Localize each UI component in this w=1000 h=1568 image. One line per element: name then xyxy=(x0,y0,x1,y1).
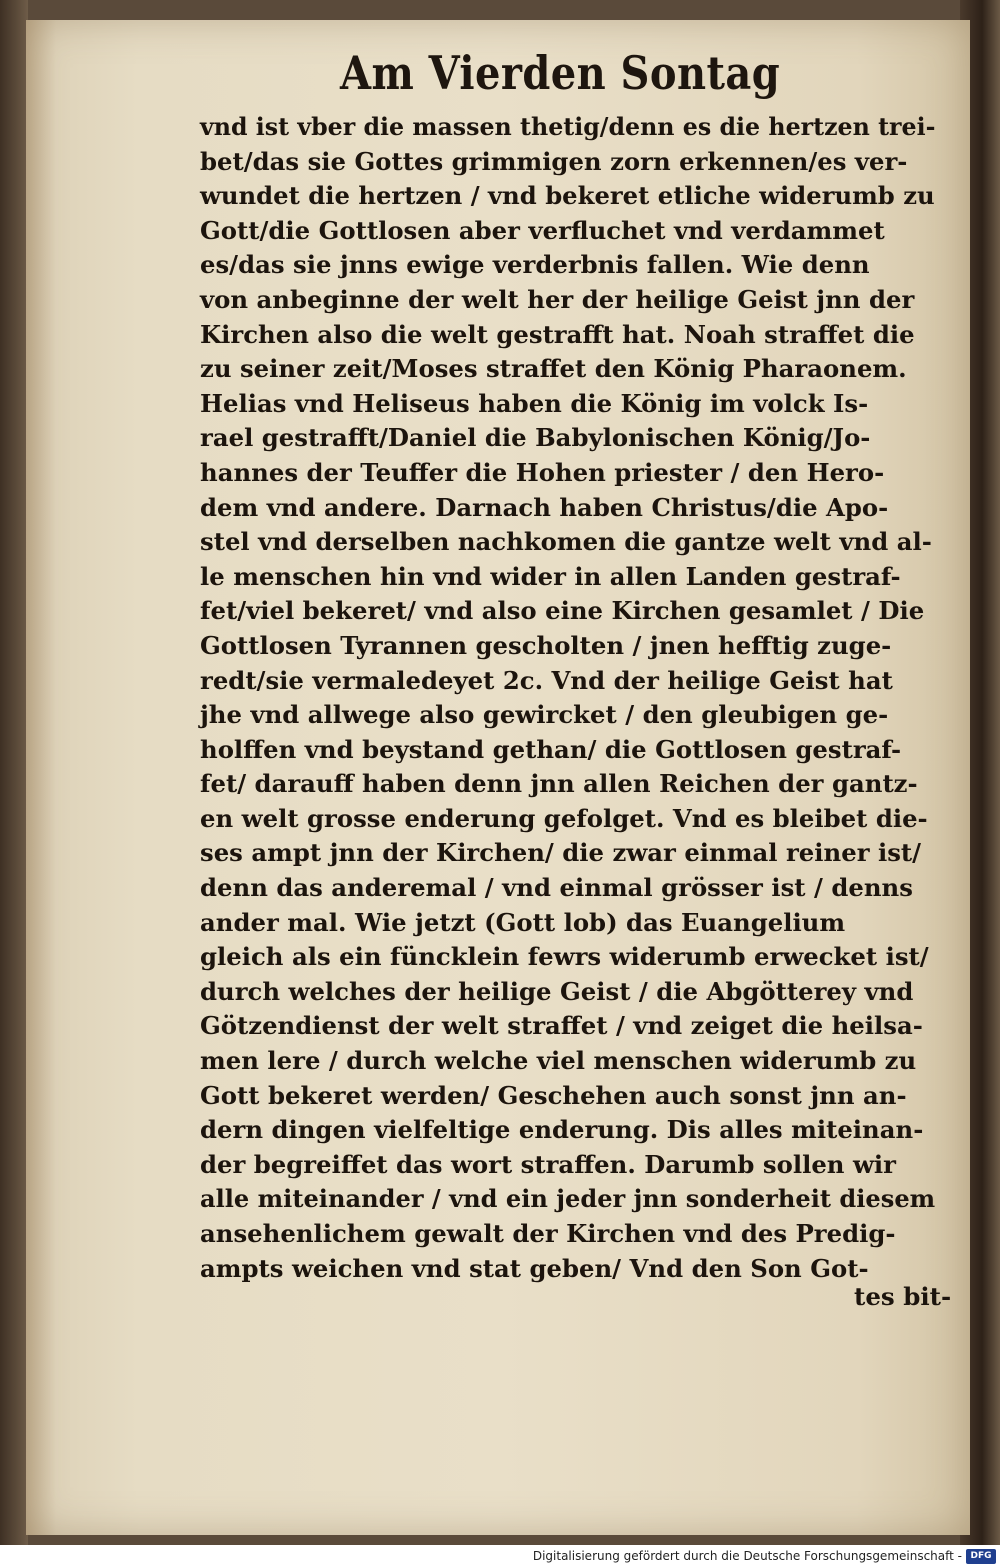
page-stain xyxy=(26,20,56,1535)
dfg-logo-icon: DFG xyxy=(966,1549,996,1564)
text-line: ampts weichen vnd stat geben/ Vnd den Son Got- xyxy=(200,1253,869,1283)
text-line: Gott/die Gottlosen aber verfluchet vnd verdammet xyxy=(200,215,885,245)
text-line: vnd ist vber die massen thetig/denn es die hertzen trei- xyxy=(200,112,936,141)
text-line: redt/sie vermaledeyet 2c. Vnd der heilige Geist hat xyxy=(200,665,893,695)
text-line: der begreiffet das wort straffen. Darumb sollen wir xyxy=(200,1149,896,1179)
text-line: Gottlosen Tyrannen gescholten / jnen hefftig zuge- xyxy=(200,630,892,660)
funding-credit: Digitalisierung gefördert durch die Deutsche Forschungsgemeinschaft - xyxy=(532,1549,962,1563)
text-line: fet/ darauff haben denn jnn allen Reichen der gantz- xyxy=(200,769,918,799)
footer-bar xyxy=(0,1545,1000,1568)
running-head: Am Vierden Sontag xyxy=(340,46,781,100)
text-line: ander mal. Wie jetzt (Gott lob) das Euangelium xyxy=(200,907,846,937)
text-line: gleich als ein füncklein fewrs widerumb erwecket ist/ xyxy=(200,942,929,972)
text-line: Götzendienst der welt straffet / vnd zeiget die heilsa- xyxy=(200,1011,923,1041)
text-line: Helias vnd Heliseus haben die König im volck Is- xyxy=(200,388,869,418)
text-line: durch welches der heilige Geist / die Abgötterey vnd xyxy=(200,976,914,1006)
text-line: dem vnd andere. Darnach haben Christus/die Apo- xyxy=(200,492,889,522)
body-text xyxy=(200,110,940,1286)
text-line: wundet die hertzen / vnd bekeret etliche widerumb zu xyxy=(200,181,935,211)
text-line: stel vnd derselben nachkomen die gantze welt vnd al- xyxy=(200,527,932,557)
text-line: rael gestrafft/Daniel die Babylonischen König/Jo- xyxy=(200,423,871,453)
text-line: denn das anderemal / vnd einmal grösser ist / denns xyxy=(200,873,913,903)
text-line: von anbeginne der welt her der heilige Geist jnn der xyxy=(200,284,915,314)
text-line: fet/viel bekeret/ vnd also eine Kirchen gesamlet / Die xyxy=(200,596,925,626)
text-line: Gott bekeret werden/ Geschehen auch sonst jnn an- xyxy=(200,1080,907,1110)
text-line: zu seiner zeit/Moses straffet den König Pharaonem. xyxy=(200,354,907,384)
text-line: ses ampt jnn der Kirchen/ die zwar einmal reiner ist/ xyxy=(200,838,922,868)
text-line: alle miteinander / vnd ein jeder jnn sonderheit diesem xyxy=(200,1184,936,1214)
page-left-shadow xyxy=(0,0,28,1545)
text-line: hannes der Teuffer die Hohen priester / den Hero- xyxy=(200,457,885,487)
text-line: men lere / durch welche viel menschen widerumb zu xyxy=(200,1046,917,1076)
text-line: holffen vnd beystand gethan/ die Gottlosen gestraf- xyxy=(200,734,902,764)
text-line: Kirchen also die welt gestrafft hat. Noah straffet die xyxy=(200,319,915,349)
text-line: ansehenlichem gewalt der Kirchen vnd des Predig- xyxy=(200,1219,896,1248)
text-line: le menschen hin vnd wider in allen Landen gestraf- xyxy=(200,561,901,591)
catchword: tes bit- xyxy=(854,1282,952,1311)
text-line: dern dingen vielfeltige enderung. Dis alles miteinan- xyxy=(200,1115,924,1145)
text-line: en welt grosse enderung gefolget. Vnd es bleibet die- xyxy=(200,803,928,833)
text-line: es/das sie jnns ewige verderbnis fallen. Wie denn xyxy=(200,250,870,280)
text-line: jhe vnd allwege also gewircket / den gleubigen ge- xyxy=(200,700,889,730)
text-line: bet/das sie Gottes grimmigen zorn erkennen/es ver- xyxy=(200,146,908,176)
